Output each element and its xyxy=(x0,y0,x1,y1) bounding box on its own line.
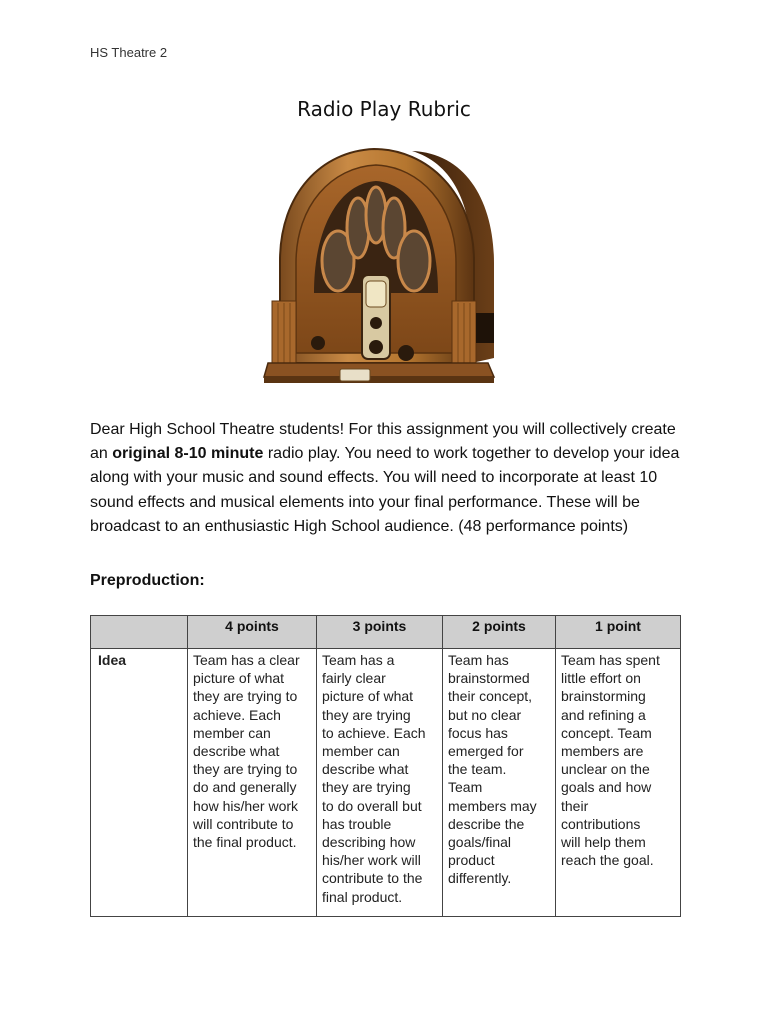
rubric-table xyxy=(90,615,681,917)
table-cell xyxy=(317,649,443,917)
page-title: Radio Play Rubric xyxy=(297,97,471,121)
cell-text: Team has spent little effort on brainstorming and refining a concept. Team members are unclear on the goals and how their contributions will help them reach the goal. xyxy=(561,652,660,869)
cell-text: Team has a clear picture of what they are trying to achieve. Each member can describe what they are trying to do and generally how his/her work will contribute to the final product. xyxy=(193,652,300,851)
intro-emphasis: original 8-10 minute xyxy=(112,445,264,463)
cell-text: Team has brainstormed their concept, but no clear focus has emerged for the team. Team members may describe the goals/final product differently. xyxy=(448,652,537,887)
table-cell xyxy=(556,649,681,917)
table-row xyxy=(91,649,681,917)
rubric-header-cell xyxy=(91,616,188,649)
cell-text: Team has a fairly clear picture of what they are trying to achieve. Each member can describe what they are trying to do overall but has trouble describing how his/her work will contribute to the final product. xyxy=(322,652,426,905)
row-label: Idea xyxy=(91,649,188,917)
rubric-header-cell: 4 points xyxy=(188,616,317,649)
table-cell xyxy=(443,649,556,917)
section-heading: Preproduction: xyxy=(90,572,205,589)
rubric-header-row xyxy=(91,616,681,649)
intro-text-end: radio play. You need to work together to develop your idea along with your music and sound effects. You will need to incorporate at least 10 sound effects and musical elements into your final performance. These will be broadcast to an enthusiastic High School audience. (48 performance points) xyxy=(90,445,680,535)
rubric-header-cell: 1 point xyxy=(556,616,681,649)
rubric-header-cell: 3 points xyxy=(317,616,443,649)
table-cell xyxy=(188,649,317,917)
intro-paragraph xyxy=(90,418,690,539)
rubric-header-cell: 2 points xyxy=(443,616,556,649)
intro-text-start: Dear High School Theatre students! For this assignment you will collectively create an xyxy=(90,421,676,463)
radio-illustration xyxy=(262,143,506,395)
radio-image xyxy=(262,143,506,395)
page-header: HS Theatre 2 xyxy=(90,45,168,60)
